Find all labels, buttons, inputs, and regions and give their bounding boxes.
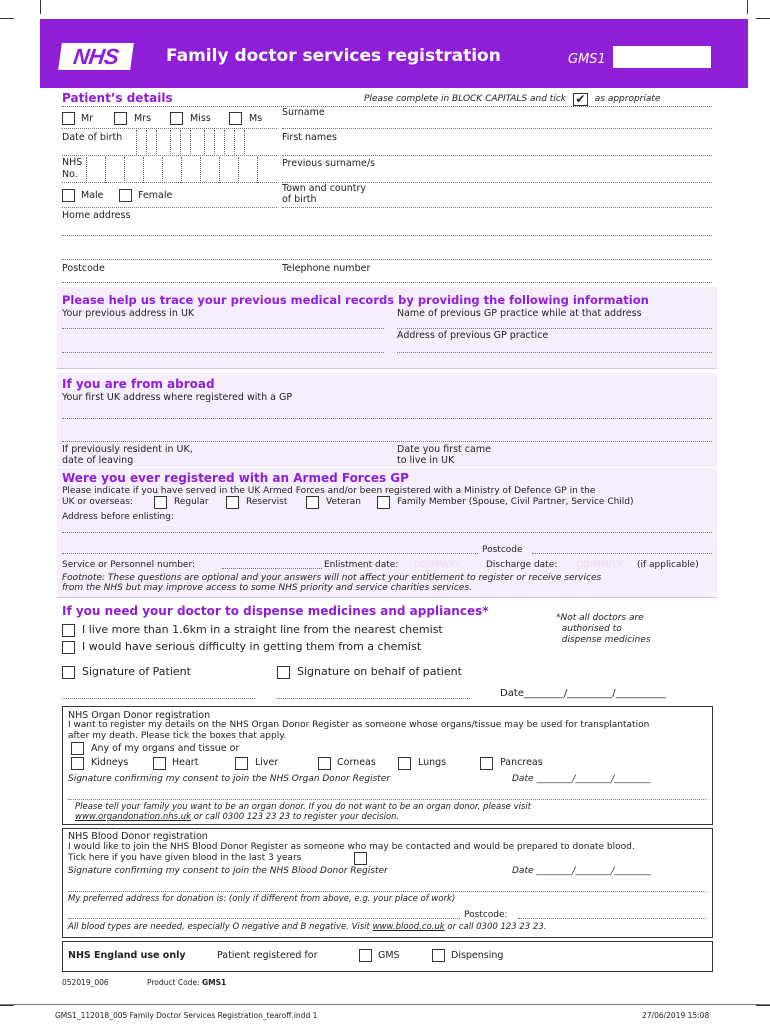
preferred-address-label: My preferred address for donation is: (only if different from above, e.g. your place of work) xyxy=(68,894,456,904)
title-mrs-checkbox[interactable] xyxy=(114,112,127,125)
header-banner xyxy=(40,19,748,88)
service-number-label: Service or Personnel number: xyxy=(62,560,196,570)
regular-checkbox[interactable] xyxy=(154,496,167,509)
difficulty-chemist-label: I would have serious difficulty in getting them from a chemist xyxy=(82,640,422,653)
gms-label: GMS xyxy=(378,950,400,961)
form-code-box[interactable] xyxy=(613,46,711,68)
blood-consent-date[interactable]: Date ________/________/________ xyxy=(512,866,651,876)
footer-rule xyxy=(0,1004,770,1005)
live-far-from-chemist-checkbox[interactable] xyxy=(62,624,75,637)
organ-tell-family-2: www.organdonation.nhs.uk or call 0300 123 23 23 to register your decision. xyxy=(75,812,400,822)
reservist-label: Reservist xyxy=(246,497,288,507)
title-mr-label: Mr xyxy=(81,113,94,124)
all-blood-types: All blood types are needed, especially O negative and B negative. Visit www.blood.co.uk or call 0300 123 23 23. xyxy=(68,922,547,932)
previous-address-label: Your previous address in UK xyxy=(62,308,195,319)
organ-donor-text1: I want to register my details on the NHS Organ Donor Register as someone whose organs/tissue may be used for transplantation xyxy=(68,720,650,730)
first-uk-address-field[interactable] xyxy=(62,418,712,419)
signature-behalf-field[interactable] xyxy=(277,698,470,699)
footer-datetime: 27/06/2019 15:08 xyxy=(642,1011,710,1020)
divider xyxy=(62,155,277,156)
trace-section-title: Please help us trace your previous medical records by providing the following information xyxy=(62,293,649,307)
surname-field[interactable] xyxy=(282,128,712,129)
previous-gp-name-field[interactable] xyxy=(397,328,712,329)
corneas-checkbox[interactable] xyxy=(318,757,331,770)
previous-gp-address-label: Address of previous GP practice xyxy=(397,330,549,341)
patient-section-title: Patient’s details xyxy=(62,91,173,105)
crop-mark xyxy=(756,1005,770,1006)
footnote-line2: from the NHS but may improve access to some NHS priority and service charities services. xyxy=(62,583,472,593)
signature-patient-label: Signature of Patient xyxy=(82,665,191,678)
liver-label: Liver xyxy=(255,757,279,768)
crop-mark xyxy=(747,0,748,14)
blood-consent-signature-field[interactable] xyxy=(68,891,706,892)
previous-address-field[interactable] xyxy=(62,328,384,329)
telephone-label: Telephone number xyxy=(282,263,371,274)
previous-gp-address-field[interactable] xyxy=(397,352,712,353)
live-far-from-chemist-label: I live more than 1.6km in a straight line from the nearest chemist xyxy=(82,623,443,636)
crop-mark xyxy=(0,1005,14,1006)
postcode-telephone-field[interactable] xyxy=(62,282,712,283)
lungs-label: Lungs xyxy=(418,757,447,768)
divider xyxy=(62,182,277,183)
male-checkbox[interactable] xyxy=(62,189,75,202)
armed-forces-line1: Please indicate if you have served in the UK Armed Forces and/or been registered with a Ministry of Defence GP in the xyxy=(62,486,596,496)
address-before-enlisting-field-2[interactable] xyxy=(62,553,478,554)
blood-donor-text1: I would like to join the NHS Blood Donor Register as someone who may be contacted and would be prepared to donate blood. xyxy=(68,842,635,852)
if-applicable-label: (if applicable) xyxy=(637,560,699,570)
corneas-label: Corneas xyxy=(337,757,376,768)
organ-tell-family-1: Please tell your family you want to be an organ donor. If you do not want to be an organ donor, please visit xyxy=(75,802,532,812)
home-address-label: Home address xyxy=(62,210,131,221)
male-label: Male xyxy=(81,190,104,201)
service-number-field[interactable] xyxy=(222,568,322,569)
divider xyxy=(62,106,712,107)
previous-gp-name-label: Name of previous GP practice while at that address xyxy=(397,308,642,319)
any-organs-checkbox[interactable] xyxy=(71,742,84,755)
discharge-date-placeholder[interactable]: DD/MM/YY xyxy=(576,560,623,570)
home-address-field[interactable] xyxy=(62,235,712,236)
kidneys-checkbox[interactable] xyxy=(71,757,84,770)
divider xyxy=(62,207,277,208)
address-before-enlisting-field[interactable] xyxy=(62,532,712,533)
difficulty-chemist-checkbox[interactable] xyxy=(62,641,75,654)
pancreas-label: Pancreas xyxy=(500,757,543,768)
heart-label: Heart xyxy=(172,757,199,768)
preferred-address-field[interactable] xyxy=(68,918,460,919)
title-mrs-label: Mrs xyxy=(134,113,152,124)
dispensing-checkbox[interactable] xyxy=(432,949,445,962)
any-organs-label: Any of my organs and tissue or xyxy=(91,743,240,754)
tick-example-icon: ✔ xyxy=(573,93,588,106)
organ-donor-text2: after my death. Please tick the boxes that apply. xyxy=(68,731,287,741)
signature-behalf-label: Signature on behalf of patient xyxy=(297,665,462,678)
divider xyxy=(62,128,277,129)
blood-postcode-field[interactable] xyxy=(518,918,706,919)
crop-mark xyxy=(0,18,14,19)
pancreas-checkbox[interactable] xyxy=(480,757,493,770)
footer-product-code: Product Code: GMS1 xyxy=(147,978,227,987)
blood-postcode-label: Postcode: xyxy=(464,910,508,920)
dispense-note: *Not all doctors are authorised to dispense medicines xyxy=(556,613,651,645)
armed-postcode-field[interactable] xyxy=(532,553,712,554)
date-of-leaving-label: If previously resident in UK, date of leaving xyxy=(62,444,193,466)
date-came-to-uk-label: Date you first came to live in UK xyxy=(397,444,491,466)
title-ms-checkbox[interactable] xyxy=(229,112,242,125)
signature-behalf-checkbox[interactable] xyxy=(277,666,290,679)
footnote-line1: Footnote: These questions are optional and your answers will not affect your entitlement to register or receive services xyxy=(62,573,602,583)
dispensing-label: Dispensing xyxy=(451,950,504,961)
form-code: GMS1 xyxy=(568,52,606,67)
first-names-label: First names xyxy=(282,132,337,143)
block-caps-instruction: Please complete in BLOCK CAPITALS and tick ✔ as appropriate xyxy=(364,92,661,106)
town-of-birth-field[interactable] xyxy=(282,207,712,208)
title-ms-label: Ms xyxy=(249,113,263,124)
title-mr-checkbox[interactable] xyxy=(62,112,75,125)
organ-donation-link[interactable]: www.organdonation.nhs.uk xyxy=(75,812,192,822)
gms-checkbox[interactable] xyxy=(359,949,372,962)
organ-donor-title: NHS Organ Donor registration xyxy=(68,710,211,721)
blood-donor-text2: Tick here if you have given blood in the last 3 years xyxy=(68,853,302,863)
postcode-label: Postcode xyxy=(62,263,105,274)
female-checkbox[interactable] xyxy=(119,189,132,202)
dob-field[interactable] xyxy=(136,130,276,156)
surname-label: Surname xyxy=(282,107,325,118)
signature-patient-field[interactable] xyxy=(62,698,255,699)
dispense-title: If you need your doctor to dispense medicines and appliances* xyxy=(62,604,489,618)
signature-date[interactable]: Date________/_________/__________ xyxy=(500,688,666,699)
title-miss-checkbox[interactable] xyxy=(170,112,183,125)
footer-code: 052019_006 xyxy=(62,978,109,987)
given-blood-checkbox[interactable] xyxy=(354,852,367,865)
dob-label: Date of birth xyxy=(62,132,123,143)
armed-forces-line2: UK or overseas: xyxy=(62,497,133,507)
discharge-date-label: Discharge date: xyxy=(486,560,558,570)
england-use-label: NHS England use only xyxy=(68,950,186,961)
previous-address-field-2[interactable] xyxy=(62,352,384,353)
signature-patient-checkbox[interactable] xyxy=(62,666,75,679)
family-member-label: Family Member (Spouse, Civil Partner, Service Child) xyxy=(397,497,634,507)
blood-link[interactable]: www.blood.co.uk xyxy=(372,922,445,932)
page-title: Family doctor services registration xyxy=(166,46,501,66)
first-uk-address-field-2[interactable] xyxy=(62,441,712,442)
address-before-enlisting-label: Address before enlisting: xyxy=(62,512,174,522)
veteran-checkbox[interactable] xyxy=(306,496,319,509)
abroad-section-title: If you are from abroad xyxy=(62,377,215,391)
first-uk-address-label: Your first UK address where registered with a GP xyxy=(62,392,293,403)
enlistment-date-placeholder[interactable]: DD/MM/YY xyxy=(414,560,461,570)
regular-label: Regular xyxy=(174,497,209,507)
heart-checkbox[interactable] xyxy=(153,757,166,770)
nhs-logo xyxy=(58,43,134,70)
nhs-number-field[interactable] xyxy=(86,157,276,183)
kidneys-label: Kidneys xyxy=(91,757,129,768)
previous-surnames-label: Previous surname/s xyxy=(282,158,375,169)
organ-consent-label: Signature confirming my consent to join the NHS Organ Donor Register xyxy=(68,774,391,784)
lungs-checkbox[interactable] xyxy=(398,757,411,770)
patient-registered-label: Patient registered for xyxy=(217,950,318,961)
blood-consent-label: Signature confirming my consent to join the NHS Blood Donor Register xyxy=(68,866,388,876)
armed-forces-title: Were you ever registered with an Armed Forces GP xyxy=(62,471,409,485)
family-member-checkbox[interactable] xyxy=(377,496,390,509)
organ-consent-date[interactable]: Date ________/________/________ xyxy=(512,774,651,784)
organ-consent-signature-field[interactable] xyxy=(68,799,706,800)
enlistment-date-label: Enlistment date: xyxy=(324,560,399,570)
armed-postcode-label: Postcode xyxy=(482,545,523,555)
town-of-birth-label: Town and country of birth xyxy=(282,183,367,205)
nhs-logo-text: NHS xyxy=(71,43,121,69)
crop-mark xyxy=(40,0,41,14)
title-miss-label: Miss xyxy=(190,113,211,124)
reservist-checkbox[interactable] xyxy=(226,496,239,509)
home-address-field-2[interactable] xyxy=(62,259,712,260)
blood-donor-title: NHS Blood Donor registration xyxy=(68,831,208,842)
liver-checkbox[interactable] xyxy=(235,757,248,770)
female-label: Female xyxy=(138,190,173,201)
crop-mark xyxy=(756,18,770,19)
footer-file-name: GMS1_112018_005 Family Doctor Services Registration_tearoff.indd 1 xyxy=(55,1011,318,1020)
veteran-label: Veteran xyxy=(326,497,361,507)
nhs-no-label: NHS No. xyxy=(62,157,83,180)
first-names-field[interactable] xyxy=(282,155,712,156)
